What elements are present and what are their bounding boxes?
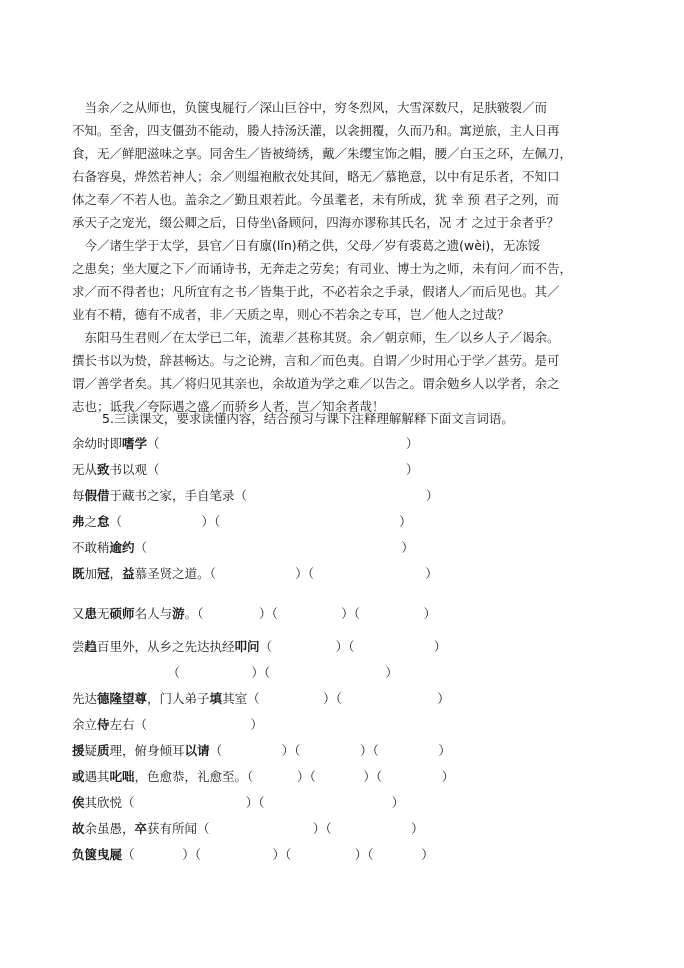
target-word: 嗜学 [122, 436, 148, 451]
target-word: 既 [72, 566, 85, 581]
passage-line: 不知。至舍，四支僵劲不能动，媵人持汤沃灌，以衾拥覆，久而乃和。寓逆旅，主人日再 [72, 123, 560, 138]
question-item: 俟其欣悦（ ）（ ） [72, 795, 405, 810]
passage-line: 撰长书以为贽，辞甚畅达。与之论辨，言和／而色夷。自谓／少时用心于学／甚劳。是可 [72, 353, 560, 368]
passage-line: 志也；诋我／夸际遇之盛／而骄乡人者，岂／知余者哉！ [72, 399, 385, 414]
passage-line: 之患矣；坐大厦之下／而诵诗书，无奔走之劳矣；有司业、博士为之师，未有问／而不告， [72, 261, 573, 276]
question-item: 或遇其叱咄，色愈恭，礼愈至。（ ）（ ）（ ） [72, 769, 455, 784]
passage-line: 业有不精，德有不成者，非／天质之卑，则心不若余之专耳，岂／他人之过哉？ [72, 307, 510, 322]
passage-line: 体之奉／不若人也。盖余之／勤且艰若此。今虽耄老，未有所成，犹 幸 预 君子之列，而 [72, 192, 559, 207]
target-word: 益 [122, 566, 135, 581]
target-word: 怠 [97, 514, 110, 529]
question-item: 余立侍左右（ ） [72, 717, 263, 732]
target-word: 卒 [134, 821, 148, 836]
question-item: 援疑质理，俯身倾耳以请（ ）（ ）（ ） [72, 743, 451, 758]
question-item: 尝趋百里外，从乡之先达执经叩问（ ）（ ） [72, 639, 447, 654]
target-word: 冠 [97, 566, 110, 581]
target-word: 质 [97, 743, 110, 758]
question-item: 弗之怠（ ）（ ） [72, 514, 412, 529]
question-item: 故余虽愚，卒获有所闻（ ）（ ） [72, 821, 424, 836]
passage-line: 食，无／鲜肥滋味之享。同舍生／皆被绮绣，戴／朱缨宝饰之帽，腰／白玉之环，左佩刀， [72, 146, 573, 161]
target-word: 填 [209, 691, 223, 706]
target-word: 硕师 [109, 606, 135, 621]
question-item: 既加冠，益慕圣贤之道。（ ）（ ） [72, 566, 438, 581]
passage-line: 谓／善学者矣。其／将归见其亲也，余故道为学之难／以告之。谓余勉乡人以学者，余之 [72, 376, 560, 391]
passage-line: 承天子之宠光，缀公卿之后，日侍坐\备顾问，四海亦谬称其氏名，况 才 之过于余者乎？ [72, 215, 560, 230]
passage-line: 右备容臭，烨然若神人；余／则缊袍敝衣处其间，略无／慕艳意，以中有足乐者，不知口 [72, 169, 560, 184]
question-item: 不敢稍逾约（ ） [72, 540, 414, 555]
task-heading: 5.三读课文，要求读懂内容，结合预习与课下注释理解解释下面文言词语。 [102, 411, 514, 426]
question-item: 余幼时即嗜学（ ） [72, 436, 419, 451]
question-item: 负箧曳屣（ ）（ ）（ ）（ ） [72, 847, 434, 862]
target-word: 侍 [97, 717, 110, 732]
question-item: （ ）（ ） [72, 665, 398, 680]
target-word: 以请 [184, 743, 210, 758]
target-word: 趋 [84, 639, 98, 654]
target-word: 逾约 [109, 540, 135, 555]
target-word: 患 [84, 606, 98, 621]
passage-paragraph-2 [72, 234, 618, 326]
target-word: 假借 [84, 488, 110, 503]
target-word: 游 [172, 606, 185, 621]
passage-paragraph-3 [72, 326, 618, 418]
passage-paragraph-1 [72, 96, 618, 234]
target-word: 弗 [72, 514, 85, 529]
target-word: 俟 [72, 795, 85, 810]
target-word: 或 [72, 769, 85, 784]
question-item: 先达德隆望尊，门人弟子填其室（ ）（ ） [72, 691, 450, 706]
passage-line: 当余／之从师也，负箧曳屣行／深山巨谷中，穷冬烈风，大雪深数尺，足肤皲裂／而 [72, 100, 548, 115]
target-word: 叩问 [234, 639, 260, 654]
target-word: 故 [72, 821, 85, 836]
target-word: 德隆望尊 [97, 691, 148, 706]
question-item: 无从致书以观（ ） [72, 462, 419, 477]
passage-line: 求／而不得者也；凡所宜有之书／皆集于此，不必若余之手录，假诸人／而后见也。其／ [72, 284, 560, 299]
passage-line: 今／诸生学于太学，县官／日有廪(lǐn)稍之供，父母／岁有裘葛之遗(wèi)，无冻馁 [72, 238, 541, 253]
target-word: 叱咄 [109, 769, 135, 784]
target-word: 负箧曳屣 [72, 847, 123, 862]
target-word: 援 [72, 743, 85, 758]
question-item: 又患无硕师名人与游。（ ）（ ）（ ） [72, 606, 437, 621]
target-word: 致 [97, 462, 110, 477]
passage-line: 东阳马生君则／在太学已二年，流辈／甚称其贤。余／朝京师，生／以乡人子／谒余。 [72, 330, 560, 345]
question-item: 每假借于藏书之家，手自笔录（ ） [72, 488, 439, 503]
